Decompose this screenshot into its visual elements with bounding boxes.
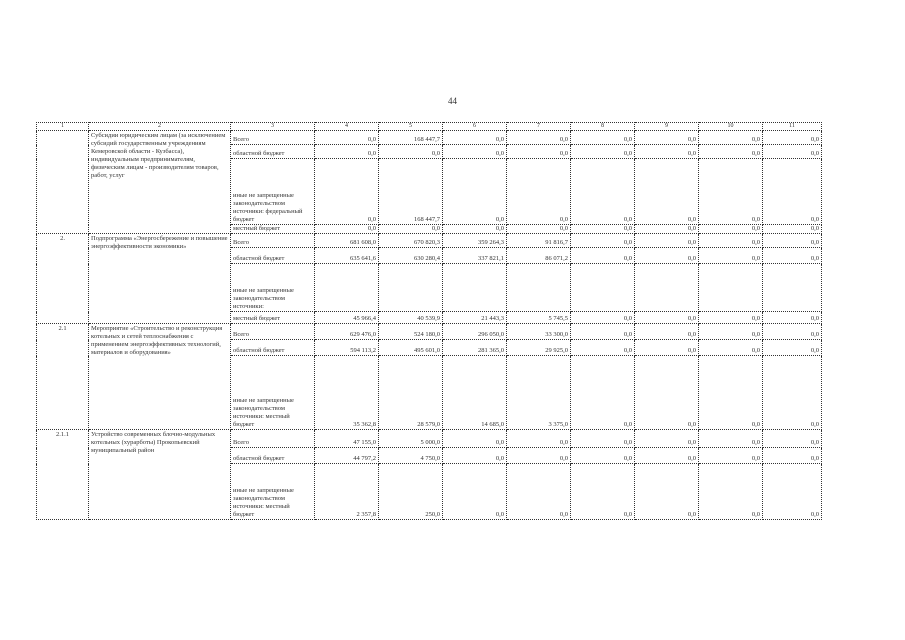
value-cell: 0,0 [571,248,635,264]
funding-source-cell: областной бюджет [231,248,315,264]
value-cell: 296 050,0 [443,324,507,340]
column-header: 7 [507,123,571,131]
value-cell: 0,0 [507,448,571,464]
value-cell: 40 539,9 [379,312,443,324]
value-cell: 495 601,0 [379,340,443,356]
value-cell: 0,0 [507,464,571,520]
value-cell: 359 264,3 [443,234,507,248]
column-header: 2 [89,123,231,131]
value-cell [699,264,763,312]
value-cell: 91 816,7 [507,234,571,248]
table-row [37,131,822,145]
value-cell: 0,0 [699,340,763,356]
value-cell: 629 476,0 [315,324,379,340]
description-cell: Устройство современных блочно-модульных котельных (хурарботы) Прокопьевский муниципальный район [89,430,231,520]
value-cell: 0,0 [443,464,507,520]
value-cell: 0,0 [699,159,763,225]
value-cell: 28 579,0 [379,356,443,430]
value-cell: 0,0 [507,430,571,448]
value-cell: 0,0 [635,430,699,448]
column-header: 9 [635,123,699,131]
value-cell: 4 750,0 [379,448,443,464]
description-cell: Мероприятие «Строительство и реконструкция котельных и сетей теплоснабжения с применением энергоэффективных технологий, материалов и оборудования» [89,324,231,430]
funding-source-cell: областной бюджет [231,340,315,356]
row-index-cell: 2. [37,234,89,324]
value-cell: 524 180,0 [379,324,443,340]
value-cell: 0,0 [315,145,379,159]
value-cell: 0,0 [443,430,507,448]
value-cell: 0,0 [699,448,763,464]
value-cell: 0,0 [763,145,822,159]
value-cell: 0,0 [507,225,571,234]
value-cell: 29 925,0 [507,340,571,356]
value-cell: 0,0 [699,312,763,324]
value-cell [763,264,822,312]
value-cell: 0,0 [571,234,635,248]
value-cell: 0,0 [315,131,379,145]
value-cell: 0,0 [699,248,763,264]
description-cell: Субсидии юридическим лицам (за исключением субсидий государственным учреждениям Кемеровской области - Кузбасса), индивидуальным предпринимателям, физическим лицам - производителям товаров, работ, услуг [89,131,231,234]
value-cell: 0,0 [763,430,822,448]
table-row [37,430,822,448]
value-cell: 594 113,2 [315,340,379,356]
value-cell: 281 365,0 [443,340,507,356]
value-cell: 0,0 [763,356,822,430]
value-cell: 635 641,6 [315,248,379,264]
value-cell: 670 820,3 [379,234,443,248]
value-cell: 0,0 [763,131,822,145]
value-cell: 0,0 [571,225,635,234]
value-cell: 14 685,0 [443,356,507,430]
value-cell: 0,0 [635,340,699,356]
value-cell [571,264,635,312]
value-cell: 0,0 [443,145,507,159]
value-cell: 0,0 [571,312,635,324]
value-cell: 337 821,1 [443,248,507,264]
value-cell: 0,0 [635,312,699,324]
value-cell: 0,0 [635,131,699,145]
value-cell: 0,0 [699,430,763,448]
value-cell: 33 300,0 [507,324,571,340]
value-cell: 0,0 [443,159,507,225]
value-cell: 0,0 [507,145,571,159]
funding-source-cell: Всего [231,324,315,340]
value-cell: 0,0 [507,159,571,225]
value-cell: 0,0 [763,464,822,520]
value-cell: 168 447,7 [379,159,443,225]
value-cell: 0,0 [571,324,635,340]
value-cell: 0,0 [699,131,763,145]
value-cell: 0,0 [699,225,763,234]
value-cell: 3 375,0 [507,356,571,430]
value-cell: 0,0 [571,448,635,464]
funding-source-cell: иные не запрещенные законодательством источники: местный бюджет [231,356,315,430]
value-cell: 0,0 [763,234,822,248]
row-index-cell: 2.1 [37,324,89,430]
funding-source-cell: областной бюджет [231,448,315,464]
value-cell: 0,0 [763,159,822,225]
value-cell: 0,0 [763,312,822,324]
value-cell: 0,0 [763,340,822,356]
column-header: 8 [571,123,635,131]
value-cell: 250,0 [379,464,443,520]
value-cell: 0,0 [379,145,443,159]
value-cell: 45 966,4 [315,312,379,324]
value-cell: 0,0 [635,464,699,520]
value-cell: 0,0 [699,324,763,340]
value-cell: 0,0 [699,234,763,248]
value-cell: 630 280,4 [379,248,443,264]
table-row [37,324,822,340]
funding-source-cell: местный бюджет [231,225,315,234]
value-cell: 86 071,2 [507,248,571,264]
value-cell: 0,0 [763,324,822,340]
value-cell [443,264,507,312]
value-cell: 0,0 [635,324,699,340]
value-cell: 21 443,3 [443,312,507,324]
table-header-row [37,123,822,131]
value-cell: 0,0 [699,356,763,430]
column-header: 3 [231,123,315,131]
value-cell: 168 447,7 [379,131,443,145]
funding-source-cell: Всего [231,234,315,248]
value-cell: 47 155,0 [315,430,379,448]
value-cell [379,264,443,312]
value-cell [635,264,699,312]
value-cell: 0,0 [635,145,699,159]
value-cell: 0,0 [443,448,507,464]
description-cell: Подпрограмма «Энергосбережение и повышение энергоэффективности экономики» [89,234,231,324]
row-index-cell: 2.1.1 [37,430,89,520]
funding-source-cell: иные не запрещенные законодательством источники: местный бюджет [231,464,315,520]
page-number: 44 [448,96,457,106]
value-cell: 0,0 [571,464,635,520]
value-cell: 0,0 [635,448,699,464]
value-cell: 2 357,8 [315,464,379,520]
value-cell: 0,0 [379,225,443,234]
value-cell: 0,0 [635,356,699,430]
value-cell: 44 797,2 [315,448,379,464]
funding-source-cell: иные не запрещенные законодательством источники: [231,264,315,312]
value-cell: 0,0 [571,340,635,356]
column-header: 1 [37,123,89,131]
value-cell: 681 608,0 [315,234,379,248]
value-cell [507,264,571,312]
funding-source-cell: иные не запрещенные законодательством источники: федеральный бюджет [231,159,315,225]
value-cell: 0,0 [635,159,699,225]
value-cell: 0,0 [571,145,635,159]
value-cell: 0,0 [507,131,571,145]
column-header: 4 [315,123,379,131]
value-cell: 0,0 [763,248,822,264]
value-cell: 0,0 [571,131,635,145]
value-cell: 0,0 [315,159,379,225]
column-header: 10 [699,123,763,131]
value-cell [315,264,379,312]
value-cell: 0,0 [315,225,379,234]
value-cell: 0,0 [635,234,699,248]
value-cell: 0,0 [763,225,822,234]
funding-source-cell: Всего [231,430,315,448]
budget-table [36,122,822,520]
row-index-cell [37,131,89,234]
value-cell: 0,0 [699,464,763,520]
column-header: 6 [443,123,507,131]
column-header: 5 [379,123,443,131]
value-cell: 5 000,0 [379,430,443,448]
value-cell: 0,0 [571,356,635,430]
value-cell: 0,0 [443,225,507,234]
value-cell: 0,0 [635,225,699,234]
value-cell: 0,0 [571,430,635,448]
table-row [37,234,822,248]
value-cell: 5 745,5 [507,312,571,324]
value-cell: 0,0 [635,248,699,264]
value-cell: 0,0 [763,448,822,464]
funding-source-cell: областной бюджет [231,145,315,159]
value-cell: 35 362,8 [315,356,379,430]
funding-source-cell: Всего [231,131,315,145]
value-cell: 0,0 [443,131,507,145]
funding-source-cell: местный бюджет [231,312,315,324]
column-header: 11 [763,123,822,131]
value-cell: 0,0 [571,159,635,225]
value-cell: 0,0 [699,145,763,159]
